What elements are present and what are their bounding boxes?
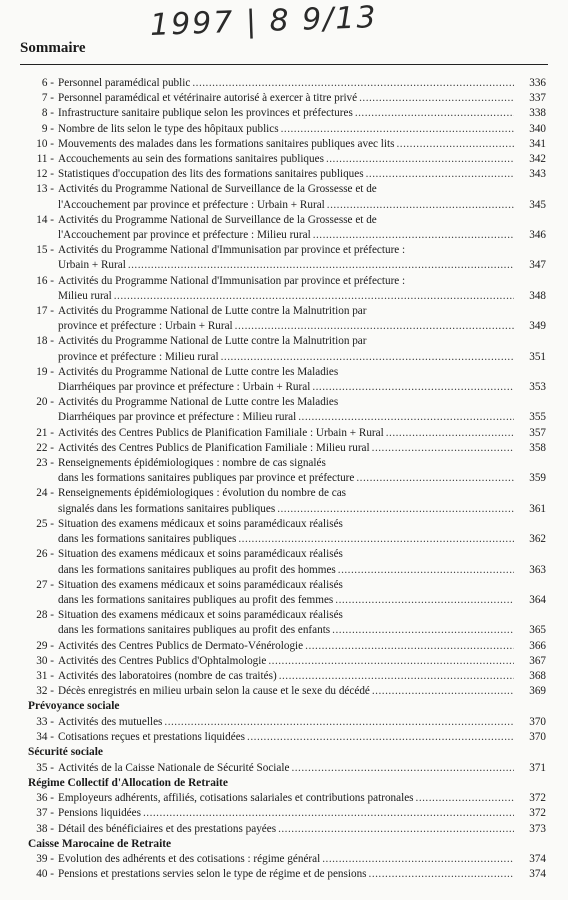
entry-title-line: Activités du Programme National d'Immunisation par province et préfecture : — [58, 244, 406, 257]
page-number: 337 — [529, 92, 546, 105]
entry-title-line: signalés dans les formations sanitaires publiques — [58, 502, 276, 515]
entry-title-line: Mouvements des malades dans les formations sanitaires publiques avec lits — [58, 137, 395, 150]
entry-title-line: province et préfecture : Urbain + Rural — [58, 320, 233, 333]
entry-title-line: dans les formations sanitaires publiques au profit des enfants — [58, 624, 331, 637]
entry-body — [54, 213, 546, 243]
entry-title-line: dans les formations sanitaires publiques au profit des femmes — [58, 593, 334, 606]
page-number: 366 — [529, 639, 546, 652]
entry-body — [54, 639, 546, 654]
entry-title-line: Activités des Centres Publics d'Ophtalmologie — [58, 654, 267, 667]
toc-entry[interactable] — [28, 182, 546, 212]
entry-body — [54, 608, 546, 638]
entry-last-line — [54, 867, 546, 882]
dot-leader — [128, 258, 514, 273]
entry-body — [54, 684, 546, 699]
entry-body — [54, 122, 546, 137]
entry-number: 30 - — [36, 654, 54, 667]
page-number: 365 — [529, 624, 546, 637]
dot-leader — [238, 532, 514, 547]
entry-title-line: l'Accouchement par province et préfecture : Milieu rural — [58, 229, 311, 242]
page-number: 370 — [529, 730, 546, 743]
entry-last-line — [54, 319, 546, 334]
dot-leader — [281, 122, 514, 137]
entry-body — [54, 304, 546, 334]
dot-leader — [298, 410, 514, 425]
entry-title-line: Accouchements au sein des formations sanitaires publiques — [58, 153, 324, 166]
entry-last-line — [54, 471, 546, 486]
entry-last-line — [54, 122, 546, 137]
page-number: 367 — [529, 654, 546, 667]
dot-leader — [335, 593, 514, 608]
toc-entry[interactable] — [28, 608, 546, 638]
entry-number: 33 - — [36, 715, 54, 728]
toc-entry[interactable] — [28, 426, 546, 441]
entry-title-line: Détail des bénéficiaires et des prestations payées — [58, 822, 277, 835]
entry-title-line: Cotisations reçues et prestations liquidées — [58, 730, 246, 743]
page-number: 368 — [529, 669, 546, 682]
dot-leader — [396, 137, 514, 152]
toc-entry[interactable] — [28, 213, 546, 243]
entry-title-line: Activités du Programme National de Lutte contre la Malnutrition par — [58, 335, 367, 348]
toc-entry[interactable] — [28, 639, 546, 654]
entry-last-line — [54, 563, 546, 578]
entry-body — [54, 395, 546, 425]
toc-entry[interactable] — [28, 791, 546, 806]
toc-entry[interactable] — [28, 761, 546, 776]
entry-number: 26 - — [36, 548, 54, 561]
entry-number: 22 - — [36, 441, 54, 454]
section-heading: Caisse Marocaine de Retraite — [28, 837, 172, 850]
entry-number: 34 - — [36, 730, 54, 743]
entry-number: 31 - — [36, 669, 54, 682]
entry-last-line — [54, 532, 546, 547]
entry-last-line — [54, 106, 546, 121]
entry-title-line: Décès enregistrés en milieu urbain selon la cause et le sexe du décédé — [58, 685, 370, 698]
page-number: 369 — [529, 685, 546, 698]
entry-title-line: Diarrhéiques par province et préfecture : Milieu rural — [58, 411, 297, 424]
entry-number: 36 - — [36, 792, 54, 805]
toc-entry[interactable] — [28, 867, 546, 882]
entry-number: 8 - — [41, 107, 54, 120]
entry-body — [54, 106, 546, 121]
page-number: 374 — [529, 853, 546, 866]
toc-entry[interactable] — [28, 730, 546, 745]
entry-number: 37 - — [36, 807, 54, 820]
page-number: 362 — [529, 533, 546, 546]
dot-leader — [268, 654, 514, 669]
dot-leader — [247, 730, 514, 745]
page-number: 372 — [529, 807, 546, 820]
entry-title-line: dans les formations sanitaires publiques — [58, 533, 237, 546]
entry-body — [54, 365, 546, 395]
toc-entry[interactable] — [28, 304, 546, 334]
entry-last-line — [54, 822, 546, 837]
entry-number: 25 - — [36, 517, 54, 530]
entry-number: 12 - — [36, 168, 54, 181]
entry-number: 39 - — [36, 853, 54, 866]
entry-last-line — [54, 91, 546, 106]
toc-entry[interactable] — [28, 715, 546, 730]
page-number: 358 — [529, 441, 546, 454]
entry-number: 23 - — [36, 457, 54, 470]
entry-last-line — [54, 441, 546, 456]
entry-title-line: l'Accouchement par province et préfecture : Urbain + Rural — [58, 198, 325, 211]
page-number: 371 — [529, 761, 546, 774]
entry-last-line — [54, 350, 546, 365]
entry-last-line — [54, 502, 546, 517]
entry-body — [54, 669, 546, 684]
toc-entry[interactable] — [28, 456, 546, 486]
page-title: Sommaire — [20, 40, 86, 56]
page-number: 336 — [529, 77, 546, 89]
entry-title-line: Situation des examens médicaux et soins paramédicaux réalisés — [58, 609, 343, 622]
page-number: 351 — [529, 350, 546, 363]
page-number: 343 — [529, 168, 546, 181]
entry-title-line: Diarrhéiques par province et préfecture : Urbain + Rural — [58, 381, 311, 394]
entry-last-line — [54, 791, 546, 806]
entry-title-line: Pensions et prestations servies selon le type de régime et de pensions — [58, 868, 367, 881]
entry-title-line: province et préfecture : Milieu rural — [58, 350, 219, 363]
dot-leader — [114, 289, 514, 304]
entry-body — [54, 517, 546, 547]
entry-last-line — [54, 426, 546, 441]
entry-number: 20 - — [36, 396, 54, 409]
entry-number: 7 - — [41, 92, 54, 105]
dot-leader — [192, 76, 514, 91]
entry-title-line: Statistiques d'occupation des lits des formations sanitaires publiques — [58, 168, 364, 181]
entry-title-line: Renseignements épidémiologiques : nombre de cas signalés — [58, 457, 326, 470]
entry-last-line — [54, 380, 546, 395]
toc-entry[interactable] — [28, 152, 546, 167]
toc-entry[interactable] — [28, 122, 546, 137]
dot-leader — [277, 502, 514, 517]
dot-leader — [221, 350, 514, 365]
entry-last-line — [54, 852, 546, 867]
toc-entry[interactable] — [28, 334, 546, 364]
entry-title-line: Employeurs adhérents, affiliés, cotisations salariales et contributions patronales — [58, 792, 414, 805]
entry-number: 21 - — [36, 426, 54, 439]
entry-number: 17 - — [36, 305, 54, 318]
entry-body — [54, 852, 546, 867]
section-heading: Prévoyance sociale — [28, 700, 120, 713]
toc-entry[interactable] — [28, 654, 546, 669]
entry-last-line — [54, 258, 546, 273]
dot-leader — [386, 426, 514, 441]
dot-leader — [312, 380, 514, 395]
page-number: 370 — [529, 715, 546, 728]
entry-number: 13 - — [36, 183, 54, 196]
entry-number: 24 - — [36, 487, 54, 500]
toc-entry[interactable] — [28, 395, 546, 425]
entry-title-line: Evolution des adhérents et des cotisations : régime général — [58, 853, 321, 866]
entry-body — [54, 791, 546, 806]
page-number: 364 — [529, 593, 546, 606]
page-number: 342 — [529, 153, 546, 166]
entry-last-line — [54, 76, 546, 91]
dot-leader — [355, 106, 514, 121]
dot-leader — [369, 867, 514, 882]
entry-number: 19 - — [36, 365, 54, 378]
handwritten-note: 1997 | 8 9/13 — [149, 0, 379, 43]
entry-body — [54, 426, 546, 441]
page-number: 341 — [529, 137, 546, 150]
entry-title-line: Urbain + Rural — [58, 259, 126, 272]
page-number: 347 — [529, 259, 546, 272]
entry-number: 18 - — [36, 335, 54, 348]
entry-title-line: Activités du Programme National de Surveillance de la Grossesse et de — [58, 213, 377, 226]
page-number: 345 — [529, 198, 546, 211]
entry-number: 29 - — [36, 639, 54, 652]
entry-body — [54, 578, 546, 608]
entry-body — [54, 715, 546, 730]
toc-entry[interactable] — [28, 137, 546, 152]
entry-title-line: Activités des mutuelles — [58, 715, 163, 728]
dot-leader — [322, 852, 514, 867]
toc-entry[interactable] — [28, 486, 546, 516]
entry-body — [54, 806, 546, 821]
entry-body — [54, 486, 546, 516]
entry-title-line: Pensions liquidées — [58, 807, 141, 820]
entry-number: 9 - — [41, 122, 54, 135]
dot-leader — [326, 152, 514, 167]
entry-last-line — [54, 654, 546, 669]
entry-title-line: Activités du Programme National de Surveillance de la Grossesse et de — [58, 183, 377, 196]
dot-leader — [372, 441, 514, 456]
page-number: 349 — [529, 320, 546, 333]
page-number: 361 — [529, 502, 546, 515]
dot-leader — [164, 715, 514, 730]
entry-title-line: Activités de la Caisse Nationale de Sécurité Sociale — [58, 761, 290, 774]
dot-leader — [366, 167, 514, 182]
entry-title-line: Activités des Centres Publics de Planification Familiale : Urbain + Rural — [58, 426, 384, 439]
entry-body — [54, 243, 546, 273]
dot-leader — [356, 471, 514, 486]
entry-last-line — [54, 198, 546, 213]
dot-leader — [372, 684, 514, 699]
entry-body — [54, 152, 546, 167]
entry-last-line — [54, 228, 546, 243]
entry-title-line: Activités du Programme National de Lutte contre les Maladies — [58, 396, 339, 409]
page-number: 359 — [529, 472, 546, 485]
dot-leader — [313, 228, 514, 243]
toc-entry[interactable] — [28, 365, 546, 395]
entry-number: 14 - — [36, 213, 54, 226]
entry-number: 11 - — [36, 153, 54, 166]
entry-body — [54, 867, 546, 882]
entry-body — [54, 441, 546, 456]
entry-title-line: Activités du Programme National de Lutte contre les Maladies — [58, 365, 339, 378]
table-of-contents — [28, 76, 546, 883]
dot-leader — [327, 198, 514, 213]
entry-number: 40 - — [36, 868, 54, 881]
entry-last-line — [54, 623, 546, 638]
page-number: 340 — [529, 122, 546, 135]
toc-entry[interactable] — [28, 806, 546, 821]
entry-title-line: Personnel paramédical et vétérinaire autorisé à exercer à titre privé — [58, 92, 358, 105]
entry-number: 16 - — [36, 274, 54, 287]
entry-last-line — [54, 806, 546, 821]
entry-last-line — [54, 152, 546, 167]
entry-body — [54, 547, 546, 577]
section-heading: Sécurité sociale — [28, 746, 103, 759]
entry-number: 35 - — [36, 761, 54, 774]
page-number: 346 — [529, 229, 546, 242]
dot-leader — [279, 669, 514, 684]
dot-leader — [291, 761, 514, 776]
entry-title-line: dans les formations sanitaires publiques au profit des hommes — [58, 563, 336, 576]
entry-body — [54, 91, 546, 106]
entry-last-line — [54, 684, 546, 699]
entry-last-line — [54, 761, 546, 776]
entry-last-line — [54, 639, 546, 654]
toc-entry[interactable] — [28, 822, 546, 837]
entry-title-line: Activités du Programme National de Lutte contre la Malnutrition par — [58, 305, 367, 318]
entry-number: 27 - — [36, 578, 54, 591]
section-heading: Régime Collectif d'Allocation de Retraite — [28, 776, 228, 789]
toc-entry[interactable] — [28, 684, 546, 699]
dot-leader — [359, 91, 514, 106]
toc-entry[interactable] — [28, 91, 546, 106]
entry-last-line — [54, 593, 546, 608]
entry-body — [54, 730, 546, 745]
toc-entry[interactable] — [28, 274, 546, 304]
entry-title-line: Situation des examens médicaux et soins paramédicaux réalisés — [58, 578, 343, 591]
toc-entry[interactable] — [28, 669, 546, 684]
entry-body — [54, 137, 546, 152]
entry-title-line: Renseignements épidémiologiques : évolution du nombre de cas — [58, 487, 347, 500]
page-number: 373 — [529, 822, 546, 835]
entry-title-line: Activités du Programme National d'Immunisation par province et préfecture : — [58, 274, 406, 287]
toc-entry[interactable] — [28, 243, 546, 273]
entry-body — [54, 456, 546, 486]
entry-body — [54, 761, 546, 776]
entry-body — [54, 822, 546, 837]
page-number: 374 — [529, 868, 546, 881]
entry-body — [54, 654, 546, 669]
entry-title-line: Situation des examens médicaux et soins paramédicaux réalisés — [58, 548, 343, 561]
toc-entry[interactable] — [28, 441, 546, 456]
title-rule — [20, 64, 548, 65]
entry-body — [54, 182, 546, 212]
page-number: 338 — [529, 107, 546, 120]
dot-leader — [235, 319, 514, 334]
entry-title-line: dans les formations sanitaires publiques par province et préfecture — [58, 472, 355, 485]
page-number: 363 — [529, 563, 546, 576]
entry-title-line: Situation des examens médicaux et soins paramédicaux réalisés — [58, 517, 343, 530]
toc-entry[interactable] — [28, 517, 546, 547]
entry-last-line — [54, 167, 546, 182]
entry-last-line — [54, 715, 546, 730]
entry-number: 32 - — [36, 685, 54, 698]
toc-entry[interactable] — [28, 547, 546, 577]
entry-title-line: Activités des Centres Publics de Dermato-Vénérologie — [58, 639, 304, 652]
entry-body — [54, 76, 546, 91]
entry-last-line — [54, 669, 546, 684]
dot-leader — [332, 623, 514, 638]
toc-entry[interactable] — [28, 578, 546, 608]
entry-number: 10 - — [36, 137, 54, 150]
entry-last-line — [54, 410, 546, 425]
entry-last-line — [54, 289, 546, 304]
entry-body — [54, 167, 546, 182]
dot-leader — [305, 639, 514, 654]
entry-number: 6 - — [41, 77, 54, 89]
entry-body — [54, 334, 546, 364]
page-number: 355 — [529, 411, 546, 424]
page-number: 353 — [529, 381, 546, 394]
entry-number: 28 - — [36, 609, 54, 622]
dot-leader — [278, 822, 514, 837]
entry-title-line: Milieu rural — [58, 289, 112, 302]
dot-leader — [338, 563, 514, 578]
page-number: 348 — [529, 289, 546, 302]
entry-title-line: Personnel paramédical public — [58, 77, 191, 89]
entry-title-line: Infrastructure sanitaire publique selon les provinces et préfectures — [58, 107, 353, 120]
toc-entry[interactable] — [28, 106, 546, 121]
entry-last-line — [54, 137, 546, 152]
entry-last-line — [54, 730, 546, 745]
toc-entry[interactable] — [28, 167, 546, 182]
entry-body — [54, 274, 546, 304]
dot-leader — [416, 791, 514, 806]
page-number: 357 — [529, 426, 546, 439]
dot-leader — [143, 806, 514, 821]
entry-number: 15 - — [36, 244, 54, 257]
entry-title-line: Activités des Centres Publics de Planification Familiale : Milieu rural — [58, 441, 370, 454]
entry-number: 38 - — [36, 822, 54, 835]
entry-title-line: Nombre de lits selon le type des hôpitaux publics — [58, 122, 279, 135]
page-number: 372 — [529, 792, 546, 805]
entry-title-line: Activités des laboratoires (nombre de cas traités) — [58, 669, 277, 682]
toc-entry[interactable] — [28, 76, 546, 91]
toc-entry[interactable] — [28, 852, 546, 867]
